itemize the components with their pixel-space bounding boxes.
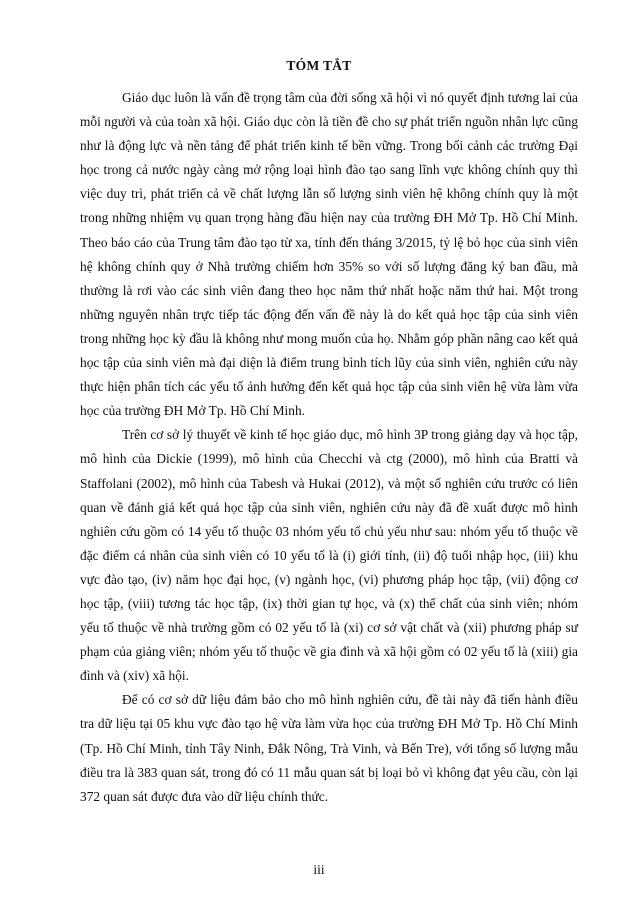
paragraph-3: Để có cơ sở dữ liệu đảm bảo cho mô hình nghiên cứu, đề tài này đã tiến hành điều tra dữ liệu tại 05 khu vực đào tạo hệ vừa làm vừa học của trường ĐH Mở Tp. Hồ Chí Minh (Tp. Hồ Chí Minh, tỉnh Tây Ninh, Đắk Nông, Trà Vinh, và Bến Tre), với tổng số lượng mẫu điều tra là 383 quan sát, trong đó có 11 mẫu quan sát bị loại bỏ vì không đạt yêu cầu, còn lại 372 quan sát được đưa vào dữ liệu chính thức. [80, 692, 578, 804]
paragraph-1: Giáo dục luôn là vấn đề trọng tâm của đời sống xã hội vì nó quyết định tương lai của mỗi người và của toàn xã hội. Giáo dục còn là tiền đề cho sự phát triển nguồn nhân lực cũng như là động lực và nền tảng để phát triển kinh tế bền vững. Trong bối cảnh các trường Đại học trong cả nước ngày càng mở rộng loại hình đào tạo sang lĩnh vực không chính quy thì việc duy trì, phát triển cả về chất lượng lẫn số lượng sinh viên hệ không chính quy là một trong những nhiệm vụ quan trọng hàng đầu hiện nay của trường ĐH Mở Tp. Hồ Chí Minh. Theo báo cáo của Trung tâm đào tạo từ xa, tính đến tháng 3/2015, tỷ lệ bỏ học của sinh viên hệ không chính quy ở Nhà trường chiếm hơn 35% so với số lượng đăng ký ban đầu, mà thường là rơi vào các sinh viên đang theo học năm thứ nhất hoặc năm thứ hai. Một trong những nguyên nhân trực tiếp tác động đến vấn đề này là do kết quả học tập của sinh viên trong những học kỳ đầu là không như mong muốn của họ. Nhằm góp phần nâng cao kết quả học tập của sinh viên mà đại diện là điểm trung bình tích lũy của sinh viên, nghiên cứu này thực hiện phân tích các yếu tố ảnh hưởng đến kết quả học tập của sinh viên hệ vừa làm vừa học của trường ĐH Mở Tp. Hồ Chí Minh. [80, 90, 578, 419]
page-number: iii [313, 862, 325, 877]
section-title: TÓM TẮT [286, 58, 352, 73]
paragraph-2: Trên cơ sở lý thuyết về kinh tế học giáo dục, mô hình 3P trong giảng dạy và học tập, mô hình của Dickie (1999), mô hình của Checchi và ctg (2000), mô hình của Bratti và Staffolani (2002), mô hình của Tabesh và Hukai (2012), và một số nghiên cứu trước có liên quan về đánh giá kết quả học tập của sinh viên, nghiên cứu này đã đề xuất được mô hình nghiên cứu gồm có 14 yếu tố thuộc 03 nhóm yếu tố chủ yếu như sau: nhóm yếu tố thuộc về đặc điểm cá nhân của sinh viên có 10 yếu tố là (i) giới tính, (ii) độ tuổi nhập học, (iii) khu vực đào tạo, (iv) năm học đại học, (v) ngành học, (vi) phương pháp học tập, (vii) động cơ học tập, (viii) tương tác học tập, (ix) thời gian tự học, và (x) thể chất của sinh viên; nhóm yếu tố thuộc về nhà trường gồm có 02 yếu tố là (xi) cơ sở vật chất và (xii) phương pháp sư phạm của giảng viên; nhóm yếu tố thuộc về gia đình và xã hội gồm có 02 yếu tố là (xiii) gia đình và (xiv) xã hội. [80, 427, 578, 684]
abstract-body [80, 86, 578, 809]
